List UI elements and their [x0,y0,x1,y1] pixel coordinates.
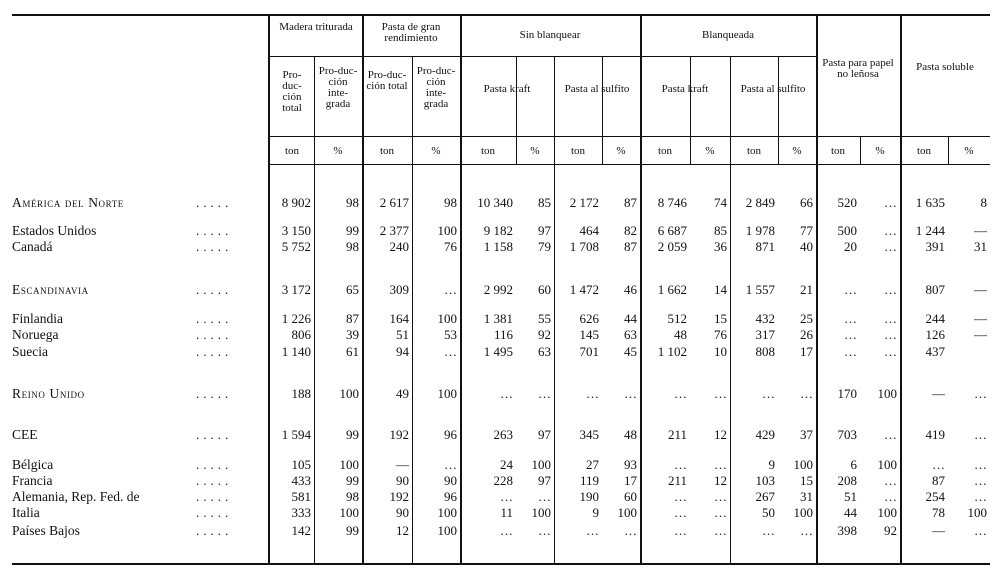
data-cell: 126 [925,327,945,342]
data-cell: 100 [531,457,551,472]
data-cell: 61 [346,344,359,359]
data-cell: 94 [396,344,409,359]
data-cell: … [444,282,457,297]
data-cell: 37 [800,427,813,442]
data-cell: 5 752 [281,239,311,254]
leader-dots: ..... [196,457,233,472]
leader-dots: ..... [196,344,233,359]
data-cell: … [762,386,775,401]
unit-label: % [530,145,540,157]
data-cell: … [538,523,551,538]
data-cell: 464 [579,223,599,238]
data-cell: 97 [538,427,551,442]
data-cell: 93 [624,457,637,472]
data-cell: 98 [346,195,359,210]
data-cell: 99 [346,223,359,238]
data-cell: 2 377 [379,223,409,238]
data-cell: 85 [714,223,727,238]
data-cell: — [974,223,987,238]
data-cell: … [674,505,687,520]
data-cell: 90 [396,505,409,520]
data-cell: 98 [346,239,359,254]
data-cell: 100 [437,386,457,401]
data-cell: 190 [579,489,599,504]
data-cell: 703 [837,427,857,442]
data-cell: … [974,427,987,442]
data-cell: 188 [291,386,311,401]
leader-dots: ..... [196,239,233,254]
data-cell: 228 [493,473,513,488]
leader-dots: ..... [196,282,233,297]
data-cell: 806 [291,327,311,342]
data-cell: 309 [389,282,409,297]
data-cell: 100 [339,505,359,520]
data-cell: … [714,386,727,401]
data-cell: 333 [291,505,311,520]
data-cell: 807 [925,282,945,297]
data-cell: … [884,311,897,326]
data-cell: 398 [837,523,857,538]
data-cell: 26 [800,327,813,342]
unit-label: % [616,145,626,157]
data-cell: 116 [493,327,513,342]
data-cell: 60 [538,282,551,297]
data-cell: … [500,489,513,504]
data-cell: 24 [500,457,513,472]
data-cell: 1 594 [281,427,311,442]
group-header-no-lenosa: Pasta para papel no leñosa [822,57,894,80]
unit-label: ton [916,145,932,157]
data-cell: … [674,457,687,472]
data-cell: 391 [925,239,945,254]
data-cell: 100 [793,505,813,520]
data-cell: 100 [531,505,551,520]
data-cell: 100 [339,386,359,401]
data-cell: 14 [714,282,727,297]
data-cell: 92 [884,523,897,538]
data-cell: … [500,386,513,401]
unit-label: % [792,145,802,157]
data-cell: 433 [291,473,311,488]
unit-label: ton [379,145,395,157]
data-cell: — [396,457,409,472]
data-cell: 100 [617,505,637,520]
data-cell: … [974,523,987,538]
data-cell: — [974,311,987,326]
data-cell: … [624,523,637,538]
data-cell: … [714,523,727,538]
data-cell: … [884,239,897,254]
data-cell: … [932,457,945,472]
data-cell: 6 [850,457,857,472]
data-cell: … [500,523,513,538]
data-cell: … [884,223,897,238]
unit-label: % [705,145,715,157]
data-cell: 437 [925,344,945,359]
data-cell: … [884,344,897,359]
data-cell: 1 140 [281,344,311,359]
data-cell: 48 [624,427,637,442]
row-label: Bélgica [12,457,54,472]
data-cell: 8 746 [657,195,687,210]
data-cell: … [974,457,987,472]
data-cell: … [884,489,897,504]
leader-dots: ..... [196,505,233,520]
subheader-prod-total-2: Pro-duc-ción total [366,69,408,92]
data-cell: 90 [396,473,409,488]
data-cell: 500 [837,223,857,238]
data-cell: 76 [714,327,727,342]
data-cell: 98 [444,195,457,210]
data-cell: 1 662 [657,282,687,297]
data-cell: 8 902 [281,195,311,210]
data-cell: 46 [624,282,637,297]
leader-dots: ..... [196,427,233,442]
data-cell: … [624,386,637,401]
table-top-rule [12,14,990,16]
data-cell: 15 [800,473,813,488]
unit-label: % [333,145,343,157]
data-cell: 31 [800,489,813,504]
data-cell: 2 992 [483,282,513,297]
data-cell: 12 [714,427,727,442]
data-cell: 100 [339,457,359,472]
unit-label: ton [480,145,496,157]
data-cell: 87 [624,195,637,210]
data-cell: 10 340 [477,195,513,210]
leader-dots: ..... [196,195,233,210]
data-cell: 1 635 [915,195,945,210]
data-cell: — [932,523,945,538]
data-cell: 78 [932,505,945,520]
data-cell: 99 [346,473,359,488]
data-cell: 164 [389,311,409,326]
data-cell: … [674,489,687,504]
data-cell: 432 [755,311,775,326]
data-cell: … [884,327,897,342]
data-cell: 103 [755,473,775,488]
data-cell: 77 [800,223,813,238]
unit-label: % [875,145,885,157]
data-cell: 871 [755,239,775,254]
data-cell: … [674,386,687,401]
data-cell: 98 [346,489,359,504]
data-cell: 1 226 [281,311,311,326]
data-cell: … [844,282,857,297]
data-cell: 1 495 [483,344,513,359]
row-label: Italia [12,505,40,520]
data-cell: … [844,344,857,359]
data-cell: 119 [579,473,599,488]
data-cell: 170 [837,386,857,401]
data-cell: 87 [932,473,945,488]
data-cell: 429 [755,427,775,442]
data-cell: 2 059 [657,239,687,254]
data-cell: … [586,523,599,538]
data-cell: … [884,427,897,442]
data-cell: 36 [714,239,727,254]
data-cell: 49 [396,386,409,401]
data-cell: 100 [793,457,813,472]
data-cell: 85 [538,195,551,210]
unit-label: % [964,145,974,157]
data-cell: 100 [437,505,457,520]
data-cell: 263 [493,427,513,442]
data-cell: 8 [980,195,987,210]
data-cell: 99 [346,427,359,442]
unit-label: ton [284,145,300,157]
data-cell: 51 [396,327,409,342]
data-cell: … [800,523,813,538]
data-cell: — [974,327,987,342]
data-cell: 63 [624,327,637,342]
subheader-sulfito-7: Pasta al sulfito [740,83,806,95]
data-cell: … [674,523,687,538]
data-cell: 100 [437,311,457,326]
data-cell: 40 [800,239,813,254]
data-cell: 520 [837,195,857,210]
data-cell: 39 [346,327,359,342]
data-cell: 100 [437,523,457,538]
data-cell: 12 [396,523,409,538]
data-cell: … [714,457,727,472]
data-cell: 87 [346,311,359,326]
data-cell: 11 [500,505,513,520]
data-cell: … [444,457,457,472]
group-header-pasta-gran: Pasta de gran rendimiento [381,21,441,44]
data-cell: 701 [579,344,599,359]
data-cell: … [538,386,551,401]
group-header-soluble: Pasta soluble [916,61,974,73]
group-header-blanqueada: Blanqueada [702,29,754,41]
data-cell: 45 [624,344,637,359]
data-cell: 192 [389,427,409,442]
data-cell: 100 [967,505,987,520]
leader-dots: ..... [196,386,233,401]
data-cell: 20 [844,239,857,254]
unit-label: ton [746,145,762,157]
data-cell: 1 708 [569,239,599,254]
data-cell: 1 472 [569,282,599,297]
data-cell: 87 [624,239,637,254]
leader-dots: ..... [196,327,233,342]
row-label: Estados Unidos [12,223,97,238]
data-cell: 65 [346,282,359,297]
data-cell: 3 172 [281,282,311,297]
data-cell: 100 [877,386,897,401]
row-label: Noruega [12,327,59,342]
data-cell: 63 [538,344,551,359]
data-cell: … [884,473,897,488]
data-cell: 9 182 [483,223,513,238]
data-cell: 53 [444,327,457,342]
data-cell: 100 [877,457,897,472]
data-cell: 1 381 [483,311,513,326]
data-cell: 66 [800,195,813,210]
unit-label: ton [570,145,586,157]
row-label: Canadá [12,239,53,254]
row-label: Alemania, Rep. Fed. de [12,489,140,504]
data-cell: 10 [714,344,727,359]
data-cell: … [974,489,987,504]
row-label: CEE [12,427,38,442]
data-cell: … [714,489,727,504]
data-cell: 2 849 [745,195,775,210]
subheader-prod-integrada-1: Pro-duc-ción inte-grada [318,65,358,110]
subheader-sulfito-5: Pasta al sulfito [564,83,630,95]
data-cell: 74 [714,195,727,210]
data-cell: 1 557 [745,282,775,297]
data-cell: … [974,473,987,488]
row-label: Francia [12,473,53,488]
leader-dots: ..... [196,523,233,538]
data-cell: 60 [624,489,637,504]
data-cell: 97 [538,473,551,488]
data-cell: 3 150 [281,223,311,238]
data-cell: 240 [389,239,409,254]
data-cell: 97 [538,223,551,238]
leader-dots: ..... [196,473,233,488]
data-cell: 2 617 [379,195,409,210]
data-cell: 76 [444,239,457,254]
data-cell: 90 [444,473,457,488]
unit-label: % [431,145,441,157]
data-cell: 79 [538,239,551,254]
data-cell: 96 [444,489,457,504]
data-cell: 55 [538,311,551,326]
data-cell: 2 172 [569,195,599,210]
data-cell: … [714,505,727,520]
data-cell: 317 [755,327,775,342]
group-header-sin-blanquear: Sin blanquear [519,29,581,41]
data-cell: 208 [837,473,857,488]
data-cell: 1 158 [483,239,513,254]
data-cell: 9 [768,457,775,472]
data-cell: 626 [579,311,599,326]
unit-label: ton [657,145,673,157]
data-cell: — [974,282,987,297]
row-label: América del Norte [12,195,124,210]
data-cell: 1 244 [915,223,945,238]
data-cell: — [932,386,945,401]
data-cell: 1 978 [745,223,775,238]
data-cell: … [444,344,457,359]
row-label: Escandinavia [12,282,89,297]
data-cell: 211 [667,473,687,488]
table-bottom-rule [12,563,990,565]
data-cell: 808 [755,344,775,359]
data-cell: … [844,311,857,326]
data-cell: 12 [714,473,727,488]
data-cell: 96 [444,427,457,442]
subheader-kraft-6: Pasta kraft [661,83,709,95]
data-cell: … [586,386,599,401]
data-cell: 100 [877,505,897,520]
data-cell: 15 [714,311,727,326]
data-cell: … [974,386,987,401]
data-cell: 100 [437,223,457,238]
data-cell: 211 [667,427,687,442]
leader-dots: ..... [196,489,233,504]
row-label: Países Bajos [12,523,80,538]
data-cell: 419 [925,427,945,442]
data-cell: 92 [538,327,551,342]
data-cell: … [538,489,551,504]
data-cell: … [844,327,857,342]
data-cell: 82 [624,223,637,238]
data-cell: 48 [674,327,687,342]
data-cell: 17 [624,473,637,488]
row-label: Suecia [12,344,48,359]
data-cell: … [800,386,813,401]
data-cell: 44 [844,505,857,520]
data-cell: … [884,282,897,297]
data-cell: 50 [762,505,775,520]
data-cell: 44 [624,311,637,326]
data-cell: 345 [579,427,599,442]
leader-dots: ..... [196,311,233,326]
subheader-kraft-4: Pasta kraft [483,83,531,95]
data-cell: 145 [579,327,599,342]
data-cell: 99 [346,523,359,538]
data-cell: 192 [389,489,409,504]
data-cell: 31 [974,239,987,254]
leader-dots: ..... [196,223,233,238]
data-cell: 581 [291,489,311,504]
data-cell: 25 [800,311,813,326]
data-cell: 27 [586,457,599,472]
data-cell: 6 687 [657,223,687,238]
subheader-prod-total-0: Pro-duc-ción total [282,69,302,114]
subheader-rule [270,136,990,137]
row-label: Finlandia [12,311,63,326]
data-cell: 267 [755,489,775,504]
data-cell: … [884,195,897,210]
data-cell: 1 102 [657,344,687,359]
data-cell: 254 [925,489,945,504]
data-cell: 9 [592,505,599,520]
data-cell: 244 [925,311,945,326]
data-cell: 21 [800,282,813,297]
data-cell: 51 [844,489,857,504]
subheader-prod-integrada-3: Pro-duc-ción inte-grada [416,65,456,110]
group-header-rule [270,56,816,57]
data-cell: … [762,523,775,538]
data-cell: 17 [800,344,813,359]
unit-row-rule [270,164,990,165]
data-cell: 142 [291,523,311,538]
unit-label: ton [830,145,846,157]
data-cell: 512 [667,311,687,326]
group-header-madera: Madera triturada [279,21,353,33]
row-label: Reino Unido [12,386,85,401]
data-cell: 105 [291,457,311,472]
